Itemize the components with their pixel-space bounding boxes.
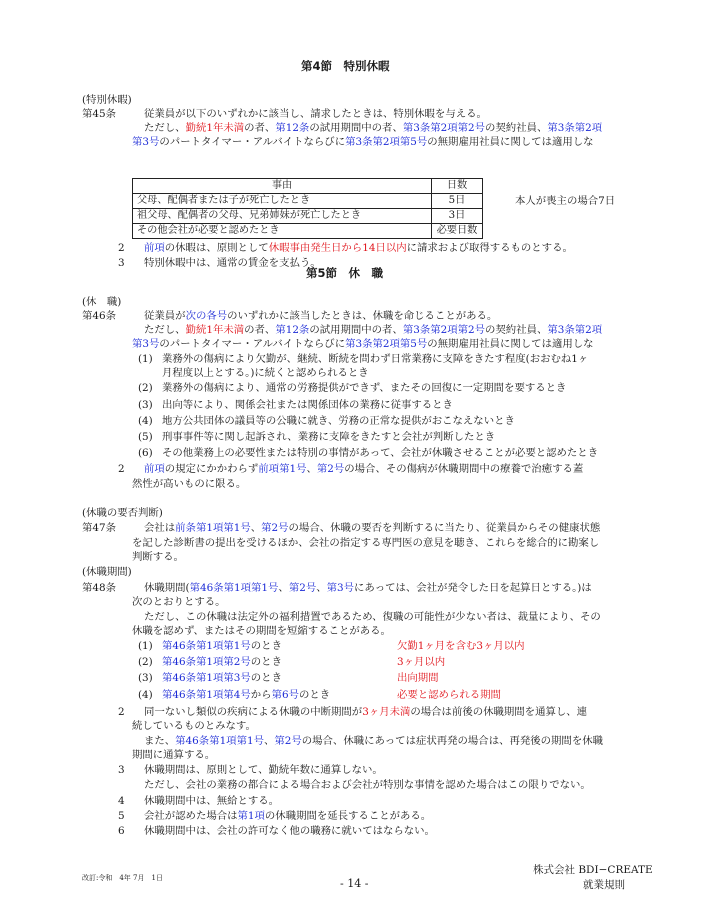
article-48-item-2-line-3: また、第46条第1項第1号、第2号の場合、休職にあっては症状再発の場合は、再発後の期間を休職 [144, 735, 603, 747]
article-48-item-ref: 第46条第1項第3号のとき [162, 672, 282, 684]
table-cell-days: 5日 [432, 194, 483, 209]
article-46-caption: (休 職) [82, 296, 122, 308]
article-48-item-number: (3) [138, 672, 153, 684]
article-48-item-3-number: 3 [118, 764, 125, 776]
article-47-caption: (休職の要否判断) [82, 507, 163, 519]
article-46-item-number: (5) [138, 431, 153, 443]
article-48-item-5-number: 5 [118, 810, 125, 822]
article-46-item-text: 刑事事件等に関し起訴され、業務に支障をきたすと会社が判断したとき [162, 431, 496, 443]
article-45-proviso-line-1: ただし、勤続1年未満の者、第12条の試用期間中の者、第3条第2項第2号の契約社員、第3条第2項 [144, 122, 603, 134]
article-48-item-5: 会社が認めた場合は第1項の休職期間を延長することがある。 [144, 810, 432, 822]
article-48-line-1: 休職期間(第46条第1項第1号、第2号、第3号にあっては、会社が発令した日を起算日とする。)は [144, 582, 592, 594]
article-46-item-text: その他業務上の必要性または特別の事情があって、会社が休職させることが必要と認めたとき [162, 447, 599, 459]
table-header-row [133, 179, 483, 194]
article-48-item-ref: 第46条第1項第2号のとき [162, 656, 282, 668]
section-4-heading: 第4節 特別休暇 [301, 59, 390, 73]
article-46-item-text: 業務外の傷病により欠勤が、継続、断続を問わず日常業務に支障をきたす程度(おおむね1ヶ [162, 353, 589, 365]
section-5-heading: 第5節 休 職 [306, 266, 384, 280]
article-45-caption: (特別休暇) [82, 94, 132, 106]
article-48-line-4: 休職を認めず、またはその期間を短縮することがある。 [132, 625, 391, 637]
article-48-item-number: (4) [138, 689, 153, 701]
special-leave-table [132, 178, 483, 239]
article-45-item-3-number: 3 [118, 257, 125, 269]
article-48-item-period: 必要と認められる期間 [397, 689, 501, 701]
article-46-item-number: (4) [138, 415, 153, 427]
article-47-line-3: 判断する。 [132, 551, 184, 563]
article-46-item-number: (2) [138, 382, 153, 394]
article-48-item-number: (1) [138, 640, 153, 652]
article-46-item-number: (3) [138, 399, 153, 411]
table-cell-days: 3日 [432, 209, 483, 224]
article-48-item-2-line-4: 期間に通算する。 [132, 749, 216, 761]
table-row [133, 224, 483, 239]
article-48-line-2: 次のとおりとする。 [132, 596, 226, 608]
article-47-number: 第47条 [82, 522, 117, 534]
article-46-item-text: 出向等により、関係会社または関係団体の業務に従事するとき [162, 399, 453, 411]
article-48-item-4-number: 4 [118, 795, 125, 807]
table-cell-reason: 祖父母、配偶者の父母、兄弟姉妹が死亡したとき [133, 209, 432, 224]
article-48-item-6-number: 6 [118, 825, 125, 837]
article-46-item-2-cont: 然性が高いものに限る。 [132, 478, 247, 490]
article-45-proviso-line-2: 第3号のパートタイマー・アルバイトならびに第3条第2項第5号の無期雇用社員に関しては適用しな [132, 136, 594, 148]
table-cell-days: 必要日数 [432, 224, 483, 239]
article-46-proviso-line-1: ただし、勤続1年未満の者、第12条の試用期間中の者、第3条第2項第2号の契約社員、第3条第2項 [144, 324, 603, 336]
table-cell-reason: その他会社が必要と認めたとき [133, 224, 432, 239]
article-48-item-3: 休職期間は、原則として、勤続年数に通算しない。 [144, 764, 383, 776]
article-47-line-1: 会社は前条第1項第1号、第2号の場合、休職の要否を判断するに当たり、従業員からその健康状態 [144, 522, 601, 534]
table-row [133, 209, 483, 224]
article-46-proviso-line-2: 第3号のパートタイマー・アルバイトならびに第3条第2項第5号の無期雇用社員に関しては適用しな [132, 338, 594, 350]
article-45-number: 第45条 [82, 108, 117, 120]
article-48-item-6: 休職期間中は、会社の許可なく他の職務に就いてはならない。 [144, 825, 435, 837]
article-48-item-2: 同一ないし類似の疾病による休職の中断期間が3ヶ月未満の場合は前後の休職期間を通算し、連 [144, 706, 588, 718]
article-46-item-text-cont: 月程度以上とする。)に続くと認められるとき [162, 367, 369, 379]
article-45-item-2: 前項の休暇は、原則として休暇事由発生日から14日以内に請求および取得するものとする。 [144, 242, 573, 254]
article-48-item-2-cont: 続しているものとみなす。 [132, 720, 256, 732]
table-cell-reason: 父母、配偶者または子が死亡したとき [133, 194, 432, 209]
article-48-caption: (休職期間) [82, 566, 132, 578]
article-48-item-3-cont: ただし、会社の業務の都合による場合および会社が特別な事情を認めた場合はこの限りでない。 [144, 779, 591, 791]
footer-document-title: 就業規則 [583, 879, 625, 891]
article-48-number: 第48条 [82, 582, 117, 594]
article-46-item-text: 地方公共団体の議員等の公職に就き、労務の正常な提供がおこなえないとき [162, 415, 515, 427]
footer-page-number: - 14 - [340, 877, 369, 890]
table-header-days: 日数 [432, 179, 483, 194]
article-48-line-3: ただし、この休職は法定外の福利措置であるため、復職の可能性が少ない者は、裁量により、その [144, 611, 601, 623]
article-45-item-2-number: 2 [118, 242, 125, 254]
article-46-item-2: 前項の規定にかかわらず前項第1号、第2号の場合、その傷病が休職期間中の療養で治癒する蓋 [144, 463, 584, 475]
article-48-item-period: 欠勤1ヶ月を含む3ヶ月以内 [397, 640, 525, 652]
table-row [133, 194, 483, 209]
table-note: 本人が喪主の場合7日 [515, 195, 616, 207]
article-46-item-2-number: 2 [118, 463, 125, 475]
footer-revision-date: 改訂:令和 4年 7月 1日 [82, 874, 163, 882]
article-48-item-ref: 第46条第1項第1号のとき [162, 640, 282, 652]
article-45-para-1: 従業員が以下のいずれかに該当し、請求したときは、特別休暇を与える。 [144, 108, 487, 120]
article-48-item-period: 3ヶ月以内 [397, 656, 446, 668]
article-48-item-4: 休職期間中は、無給とする。 [144, 795, 280, 807]
article-46-number: 第46条 [82, 310, 117, 322]
footer-company: 株式会社 BDI−CREATE [533, 864, 653, 876]
article-47-line-2: を記した診断書の提出を受けるほか、会社の指定する専門医の意見を聴き、これらを総合的に勘案し [132, 537, 600, 549]
article-45-item-3: 特別休暇中は、通常の賃金を支払う。 [144, 257, 321, 269]
article-46-item-number: (6) [138, 447, 153, 459]
table-header-reason: 事由 [133, 179, 432, 194]
article-48-item-ref: 第46条第1項第4号から第6号のとき [162, 689, 331, 701]
article-48-item-period: 出向期間 [397, 672, 439, 684]
article-46-item-number: (1) [138, 353, 153, 365]
article-46-para-1: 従業員が次の各号のいずれかに該当したときは、休職を命じることがある。 [144, 310, 498, 322]
article-48-item-2-number: 2 [118, 706, 125, 718]
article-48-item-number: (2) [138, 656, 153, 668]
article-46-item-text: 業務外の傷病により、通常の労務提供ができず、またその回復に一定期間を要するとき [162, 382, 567, 394]
